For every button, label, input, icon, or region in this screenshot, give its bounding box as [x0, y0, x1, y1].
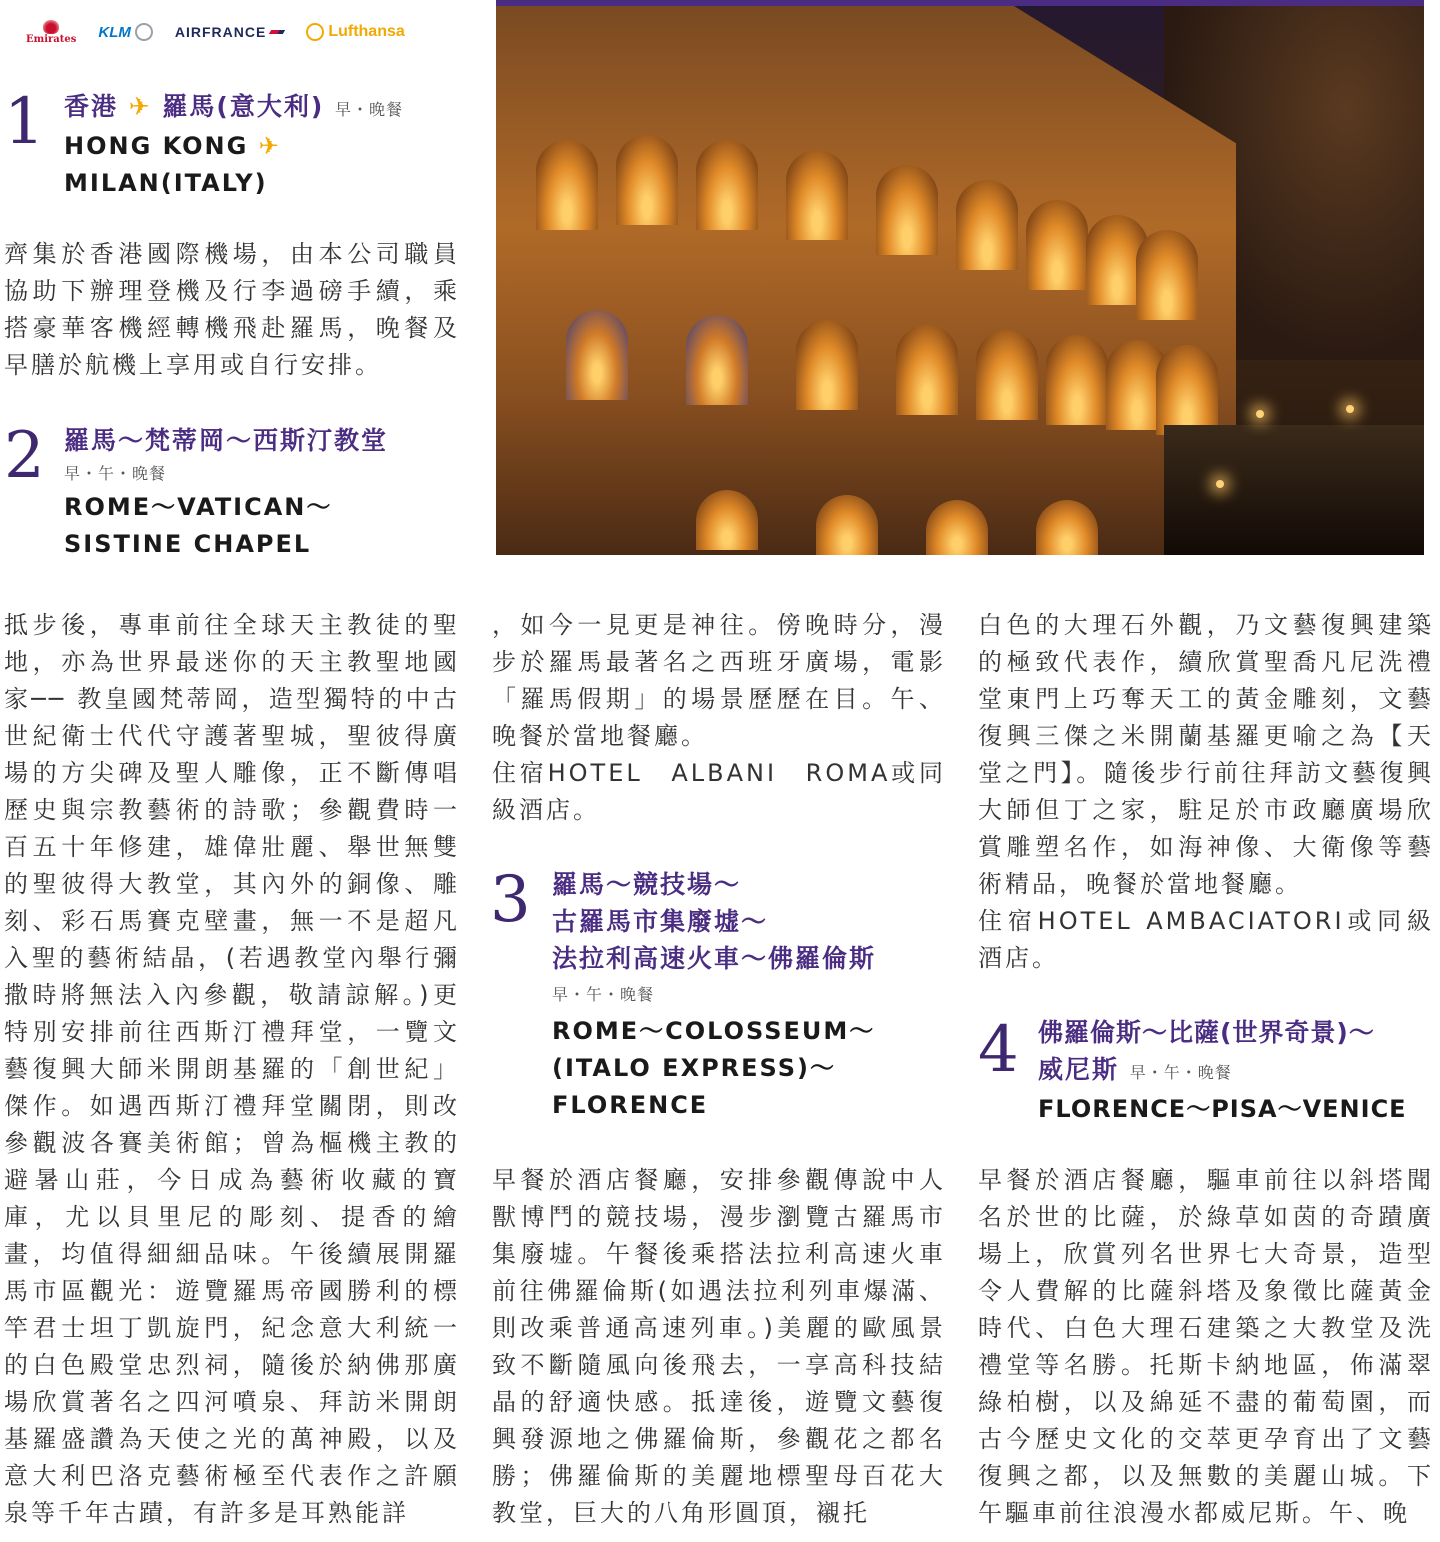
lufthansa-crane-icon	[306, 23, 324, 41]
day-4-heading: 佛羅倫斯～比薩(世界奇景)～ 威尼斯 早・午・晚餐 FLORENCE～PISA～VENICE	[1038, 1018, 1407, 1123]
day-1-description: 齊集於香港國際機場，由本公司職員協助下辦理登機及行李過磅手續，乘搭豪華客機經轉機飛赴羅馬，晚餐及早膳於航機上享用或自行安排。	[4, 240, 460, 379]
airfrance-stripe-icon	[269, 30, 285, 34]
skyteam-globe-icon	[135, 23, 153, 41]
day-3-description: 早餐於酒店餐廳，安排參觀傳說中人獸博鬥的競技場，漫步瀏覽古羅馬市集廢墟。午餐後乘搭法拉利高速火車前往佛羅倫斯(如遇法拉利列車爆滿、則改乘普通高速列車。)美麗的歐風景致不斷隨風向後飛去，一享高科技結晶的舒適快感。抵達後，遊覽文藝復興發源地之佛羅倫斯，參觀花之都名勝；佛羅倫斯的美麗地標聖母百花大教堂，巨大的八角形圓頂，襯托	[492, 1166, 946, 1527]
airplane-icon: ✈	[258, 132, 281, 160]
day-1-number: 1	[4, 85, 45, 159]
klm-logo: KLM	[98, 23, 153, 41]
day-3-hotel: 住宿HOTEL AMBACIATORI或同級酒店。	[978, 907, 1434, 972]
day-3-meals: 早・午・晚餐	[552, 985, 655, 1004]
day-3-number: 3	[490, 863, 531, 937]
colosseum-photo	[496, 0, 1424, 555]
day-2-description: 抵步後，專車前往全球天主教徒的聖地，亦為世界最迷你的天主教聖地國家── 教皇國梵蒂岡，造型獨特的中古世紀衛士代代守護著聖城，聖彼得廣場的方尖碑及聖人雕像，正不斷傳唱歷史與宗教藝術的詩歌；參觀費時一百五十年修建，雄偉壯麗、舉世無雙的聖彼得大教堂，其內外的銅像、雕刻、彩石馬賽克壁畫，無一不是超凡入聖的藝術結晶，(若遇教堂內舉行彌撒時將無法入內參觀，敬請諒解。)更特別安排前往西斯汀禮拜堂，一覽文藝復興大師米開朗基羅的「創世紀」傑作。如遇西斯汀禮拜堂關閉，則改參觀波各賽美術館；曾為樞機主教的避暑山莊，今日成為藝術收藏的寶庫，尤以貝里尼的彫刻、提香的繪畫，均值得細細品味。午後續展開羅馬市區觀光：遊覽羅馬帝國勝利的標竿君士坦丁凱旋門，紀念意大利統一的白色殿堂忠烈祠，隨後於納佛那廣場欣賞著名之四河噴泉、拜訪米開朗基羅盛讚為天使之光的萬神殿，以及意大利巴洛克藝術極至代表作之許願泉等千年古蹟，有許多是耳熟能詳	[4, 611, 460, 1527]
day-2-hotel: 住宿HOTEL ALBANI ROMA或同級酒店。	[492, 759, 946, 824]
day-2-description-cont: ，如今一見更是神往。傍晚時分，漫步於羅馬最著名之西班牙廣場，電影「羅馬假期」的場景歷歷在目。午、晚餐於當地餐廳。	[492, 611, 946, 750]
day-4-number: 4	[978, 1013, 1019, 1087]
day-1-heading: 香港 ✈ 羅馬(意大利) 早・晚餐 HONG KONG ✈ MILAN(ITALY)	[64, 92, 403, 197]
day-4-description: 早餐於酒店餐廳，驅車前往以斜塔聞名於世的比薩，於綠草如茵的奇蹟廣場上，欣賞列名世界七大奇景，造型令人費解的比薩斜塔及象徵比薩黃金時代、白色大理石建築之大教堂及洗禮堂等名勝。托斯卡納地區，佈滿翠綠柏樹，以及綿延不盡的葡萄園，而古今歷史文化的交萃更孕育出了文藝復興之都，以及無數的美麗山城。下午驅車前往浪漫水都威尼斯。午、晚	[978, 1166, 1434, 1527]
day-4-meals: 早・午・晚餐	[1129, 1063, 1232, 1082]
day-3-description-cont: 白色的大理石外觀，乃文藝復興建築的極致代表作，續欣賞聖喬凡尼洗禮堂東門上巧奪天工的黃金雕刻，文藝復興三傑之米開蘭基羅更喻之為【天堂之門】。隨後步行前往拜訪文藝復興大師但丁之家，駐足於市政廳廣場欣賞雕塑名作，如海神像、大衛像等藝術精品，晚餐於當地餐廳。	[978, 611, 1434, 898]
airline-logos	[26, 12, 405, 52]
airplane-icon: ✈	[128, 92, 152, 121]
airfrance-logo: AIRFRANCE	[175, 24, 284, 40]
day-2-number: 2	[4, 419, 45, 493]
day-2-meals: 早・午・晚餐	[64, 464, 167, 483]
emirates-logo: Emirates	[26, 20, 76, 45]
day-2-heading: 羅馬～梵蒂岡～西斯汀教堂 早・午・晚餐 ROME～VATICAN～ SISTINE CHAPEL	[64, 422, 484, 563]
day-3-heading: 羅馬～競技場～ 古羅馬市集廢墟～ 法拉利高速火車～佛羅倫斯 早・午・晚餐 ROME～COLOSSEUM～ (ITALO EXPRESS)～ FLORENCE	[552, 866, 952, 1124]
lufthansa-logo: Lufthansa	[306, 23, 404, 41]
emirates-emblem-icon	[43, 20, 59, 34]
day-1-meals: 早・晚餐	[334, 100, 403, 119]
